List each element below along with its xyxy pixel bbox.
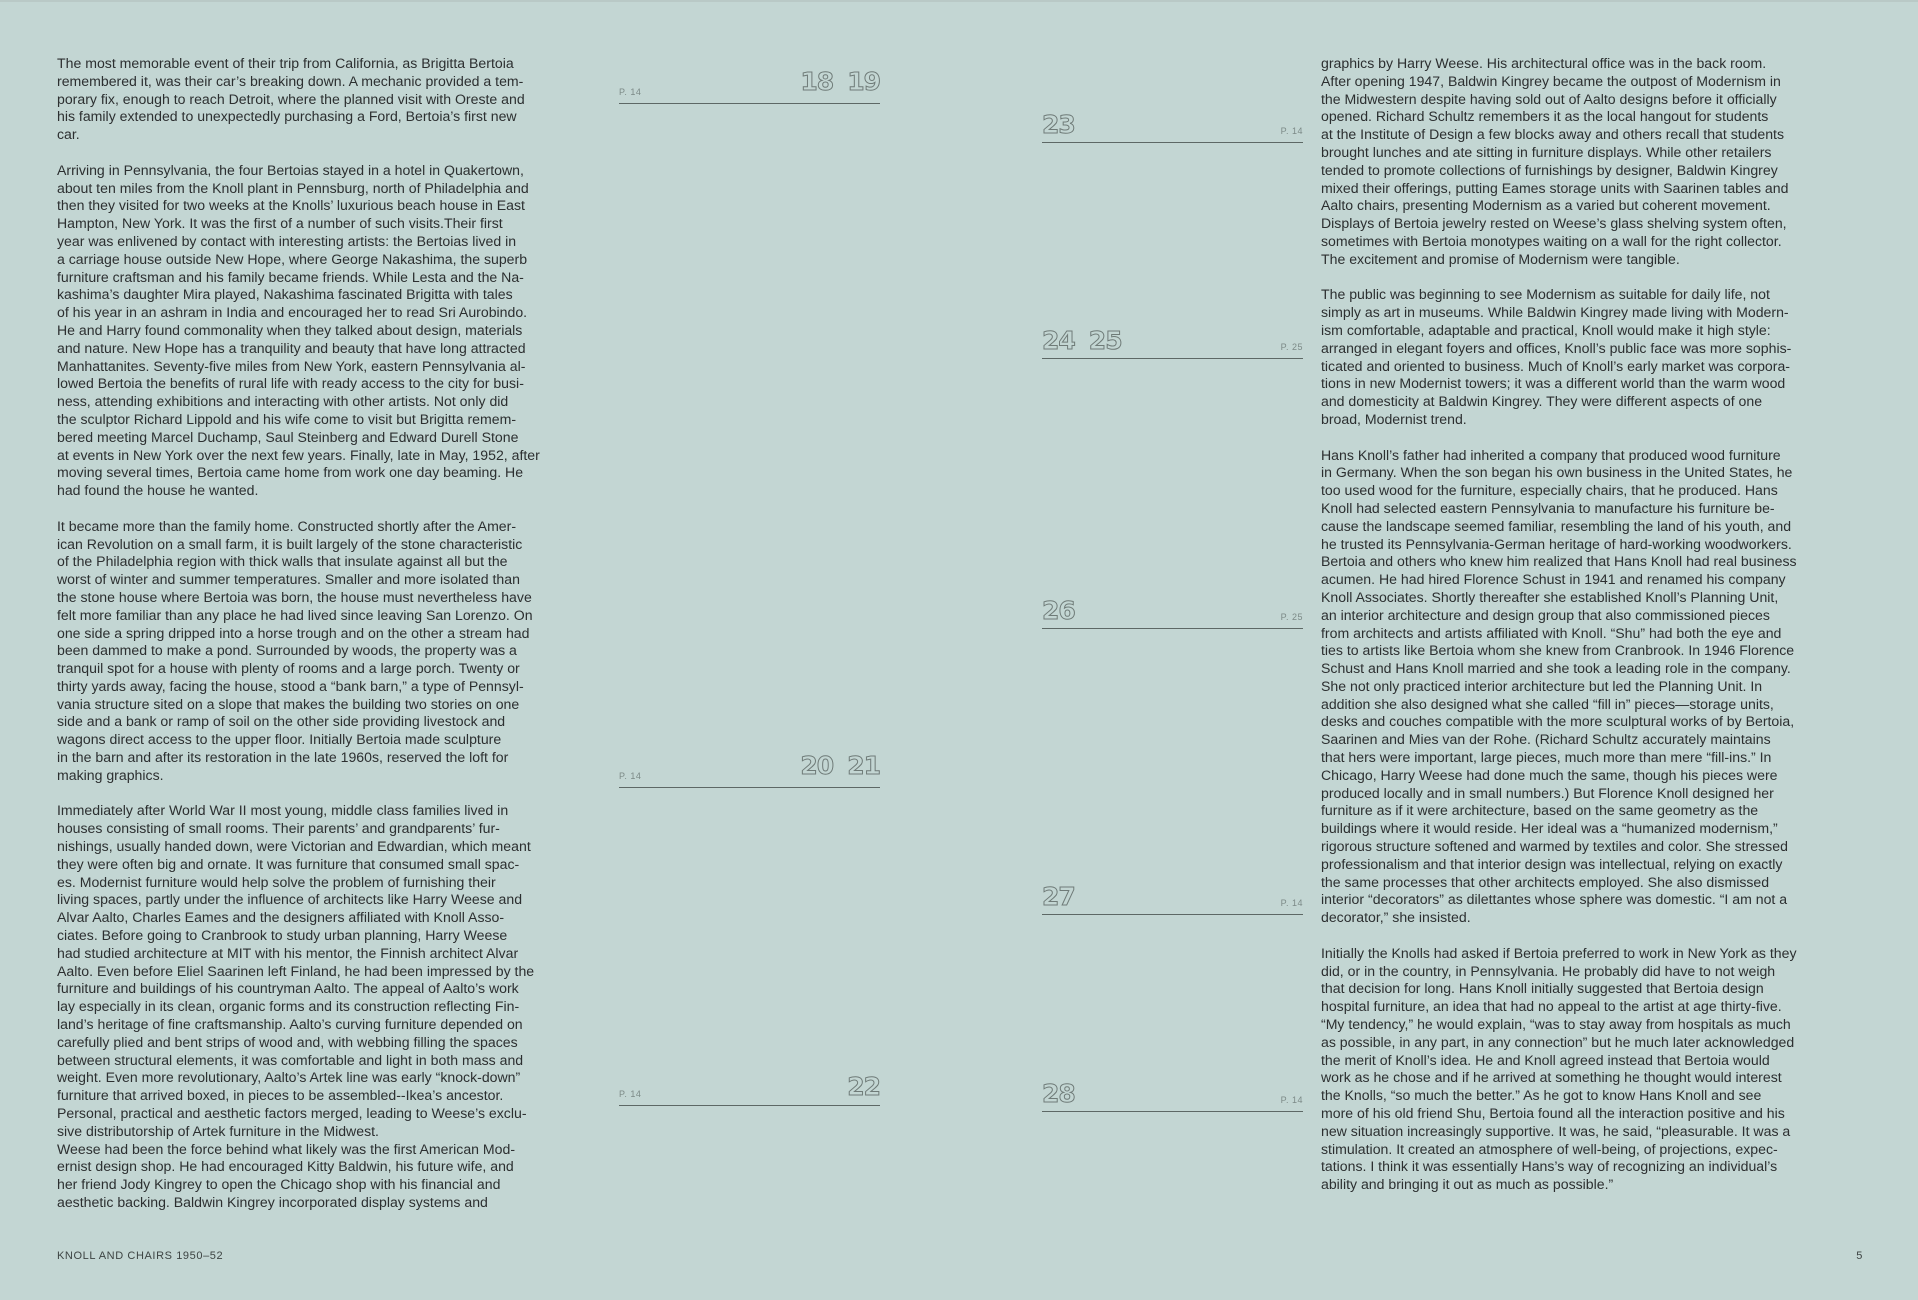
figure-ref-24-25: [1042, 324, 1303, 359]
figure-ref-18-19: [619, 64, 880, 104]
running-footer-title: KNOLL AND CHAIRS 1950–52: [57, 1250, 224, 1262]
figure-ref-page-label: P. 14: [619, 771, 642, 781]
figure-ref-page-label: P. 14: [619, 1089, 642, 1099]
figure-ref-numbers: [800, 751, 880, 780]
figure-number: 28: [1042, 1079, 1075, 1108]
figure-ref-rule: [619, 787, 880, 788]
figure-number: 20: [800, 751, 834, 780]
figure-ref-numbers: [1042, 1079, 1075, 1108]
page-number: 5: [1856, 1250, 1863, 1262]
paragraph: graphics by Harry Weese. His architectural office was in the back room. After opening 1947, Baldwin Kingrey became the outpost of Modernism in the Midwestern despite having sold out of Aalto designs before it officially opened. Richard Schultz remembers it as the local hangout for students at the Institute of Design a few blocks away and others recall that students brought lunches and ate sitting in furniture displays. While other retailers tended to promote collections of furnishings by designer, Baldwin Kingrey mixed their offerings, putting Eames storage units with Saarinen tables and Aalto chairs, presenting Modernism as a varied but coherent movement. Displays of Bertoia jewelry rested on Weese’s glass shelving system often, sometimes with Bertoia monotypes waiting on a wall for the right collector. The excitement and promise of Modernism were tangible.: [1321, 55, 1789, 267]
figure-ref-numbers: [847, 1072, 880, 1101]
figure-number: 25: [1088, 326, 1122, 355]
figure-ref-page-label: P. 25: [1280, 612, 1303, 622]
left-text-column: [57, 55, 607, 1212]
figure-number: 27: [1042, 882, 1075, 911]
figure-ref-page-label: P. 14: [1280, 898, 1303, 908]
paragraph: It became more than the family home. Constructed shortly after the Amer- ican Revolution on a small farm, it is built largely of the stone characteristic of the Philadelphia region with thick walls that insulate against all but the worst of winter and summer temperatures. Smaller and more isolated than the stone house where Bertoia was born, the house must nevertheless have felt more familiar than any place he had lived since leaving San Lorenzo. On one side a spring dripped into a horse trough and on the other a stream had been dammed to make a pond. Surrounded by woods, the property was a tranquil spot for a house with plenty of rooms and a large porch. Twenty or thirty yards away, facing the house, stood a “bank barn,” a type of Pennsyl- vania structure sited on a slope that makes the building two stories on one side and a bank or ramp of soil on the other side providing livestock and wagons direct access to the upper floor. Initially Bertoia made sculpture in the barn and after its restoration in the late 1960s, reserved the loft for making graphics.: [57, 517, 533, 783]
figure-ref-rule: [1042, 358, 1303, 359]
figure-ref-numbers: [800, 67, 880, 96]
figure-ref-28: [1042, 1077, 1303, 1112]
figure-ref-numbers: [1042, 596, 1075, 625]
figure-number: 23: [1042, 110, 1075, 139]
paragraph: Arriving in Pennsylvania, the four Bertoias stayed in a hotel in Quakertown, about ten miles from the Knoll plant in Pennsburg, north of Philadelphia and then they visited for two weeks at the Knolls’ luxurious beach house in East Hampton, New York. It was the first of a number of such visits.Their first year was enlivened by contact with interesting artists: the Bertoias lived in a carriage house outside New Hope, where George Nakashima, the superb furniture craftsman and his family became friends. While Lesta and the Na- kashima’s daughter Mira played, Nakashima fascinated Brigitta with tales of his year in an ashram in India and encouraged her to read Sri Aurobindo. He and Harry found commonality when they talked about design, materials and nature. New Hope has a tranquility and beauty that have long attracted Manhattanites. Seventy-five miles from New York, eastern Pennsylvania al- lowed Bertoia the benefits of rural life with ready access to the city for busi- ness, attending exhibitions and interacting with other artists. Not only did the sculptor Richard Lippold and his wife come to visit but Brigitta remem- bered meeting Marcel Duchamp, Saul Steinberg and Edward Durell Stone at events in New York over the next few years. Finally, late in May, 1952, after moving several times, Bertoia came home from work one day beaming. He had found the house he wanted.: [57, 161, 540, 499]
figure-ref-rule: [1042, 142, 1303, 143]
paragraph: Initially the Knolls had asked if Bertoia preferred to work in New York as they did, or in the country, in Pennsylvania. He probably did have to not weigh that decision for long. Hans Knoll initially suggested that Bertoia design hospital furniture, an idea that had no appeal to the artist at age thirty-five. “My tendency,” he would explain, “was to stay away from hospitals as much as possible, in any part, in any connection” but he much later acknowledged the merit of Knoll’s idea. He and Knoll agreed instead that Bertoia would work as he chose and if he arrived at something he thought would interest the Knolls, “so much the better.” As he got to know Hans Knoll and see more of his old friend Shu, Bertoia found all the interaction positive and his new situation increasingly supportive. It was, he said, “pleasurable. It was a stimulation. It created an atmosphere of well-being, of projections, expec- tations. I think it was essentially Hans’s way of recognizing an individual’s ability and bringing it out as much as possible.”: [1321, 944, 1797, 1193]
figure-ref-rule: [1042, 628, 1303, 629]
right-text-column: [1321, 55, 1881, 1194]
figure-ref-page-label: P. 14: [1280, 1095, 1303, 1105]
paragraph: Immediately after World War II most young, middle class families lived in houses consisting of small rooms. Their parents’ and grandparents’ fur- nishings, usually handed down, were Victorian and Edwardian, which meant they were often big and ornate. It was furniture that consumed small spac- es. Modernist furniture would help solve the problem of furnishing their living spaces, partly under the influence of architects like Harry Weese and Alvar Aalto, Charles Eames and the designers affiliated with Knoll Asso- ciates. Before going to Cranbrook to study urban planning, Harry Weese had studied architecture at MIT with his mentor, the Finnish architect Alvar Aalto. Even before Eliel Saarinen left Finland, he had been impressed by the furniture and buildings of his countryman Aalto. The appeal of Aalto’s work lay especially in its clean, organic forms and its construction reflecting Fin- land’s heritage of fine craftsmanship. Aalto’s curving furniture depended on carefully plied and bent strips of wood and, with webbing filling the spaces between structural elements, it was comfortable and light in both mass and weight. Even more revolutionary, Aalto’s Artek line was early “knock-down” furniture that arrived boxed, in pieces to be assembled--Ikea’s ancestor. Personal, practical and aesthetic factors merged, leading to Weese’s exclu- sive distributorship of Artek furniture in the Midwest. Weese had been the force behind what likely was the first American Mod- ernist design shop. He had encouraged Kitty Baldwin, his future wife, and her friend Jody Kingrey to open the Chicago shop with his financial and aesthetic backing. Baldwin Kingrey incorporated display systems and: [57, 802, 535, 1210]
figure-ref-rule: [1042, 914, 1303, 915]
figure-ref-rule: [1042, 1111, 1303, 1112]
figure-ref-numbers: [1042, 882, 1075, 911]
paragraph: The public was beginning to see Modernism as suitable for daily life, not simply as art in museums. While Baldwin Kingrey made living with Modern- ism comfortable, adaptable and practical, Knoll would make it high style: arranged in elegant foyers and offices, Knoll’s public face was more sophis- ticated and oriented to business. Much of Knoll’s early market was corpora- tions in new Modernist towers; it was a different world than the warm wood and domesticity at Baldwin Kingrey. They were different aspects of one broad, Modernist trend.: [1321, 286, 1792, 427]
figure-ref-page-label: P. 14: [1280, 126, 1303, 136]
paragraph: The most memorable event of their trip from California, as Brigitta Bertoia remembered it, was their car’s breaking down. A mechanic provided a tem- porary fix, enough to reach Detroit, where the planned visit with Oreste and his family extended to unexpectedly purchasing a Ford, Bertoia’s first new car.: [57, 55, 525, 143]
figure-ref-rule: [619, 1105, 880, 1106]
figure-ref-23: [1042, 108, 1303, 143]
figure-ref-20-21: [619, 748, 880, 788]
page-top-edge: [0, 0, 1918, 2]
figure-number: 26: [1042, 596, 1075, 625]
figure-ref-numbers: [1042, 326, 1122, 355]
figure-number: 19: [847, 67, 880, 96]
figure-number: 22: [847, 1072, 880, 1101]
figure-ref-22: [619, 1069, 880, 1106]
figure-number: 24: [1042, 326, 1075, 355]
figure-ref-rule: [619, 103, 880, 104]
figure-ref-26: [1042, 594, 1303, 629]
figure-ref-numbers: [1042, 110, 1075, 139]
paragraph: Hans Knoll’s father had inherited a company that produced wood furniture in Germany. When the son began his own business in the United States, he too used wood for the furniture, especially chairs, that he produced. Hans Knoll had selected eastern Pennsylvania to manufacture his furniture be- cause the landscape seemed familiar, resembling the land of his youth, and he trusted its Pennsylvania-German heritage of hard-working woodworkers. Bertoia and others who knew him realized that Hans Knoll had real business acumen. He had hired Florence Schust in 1941 and renamed his company Knoll Associates. Shortly thereafter she established Knoll’s Planning Unit, an interior architecture and design group that also commissioned pieces from architects and artists affiliated with Knoll. “Shu” had both the eye and ties to artists like Bertoia whom she knew from Cranbrook. In 1946 Florence Schust and Hans Knoll married and she took a leading role in the company. She not only practiced interior architecture but led the Planning Unit. In addition she also designed what she called “fill in” pieces—storage units, desks and couches compatible with the more sculptural works of by Bertoia, Saarinen and Mies van der Rohe. (Richard Schultz accurately maintains that hers were important, large pieces, much more than mere “fill-ins.” In Chicago, Harry Weese had done much the same, though his pieces were produced locally and in small numbers.) But Florence Knoll designed her furniture as if it were architecture, based on the same geometry as the buildings where it would reside. Her ideal was a “humanized modernism,” rigorous structure softened and warmed by textiles and color. She stressed professionalism and that interior design was intellectual, relying on exactly the same processes that other architects employed. She also dismissed interior “decorators” as dilettantes whose sphere was domestic. “I am not a decorator,” she insisted.: [1321, 446, 1797, 926]
figure-ref-page-label: P. 25: [1280, 342, 1303, 352]
figure-ref-27: [1042, 880, 1303, 915]
figure-number: 18: [800, 67, 834, 96]
figure-number: 21: [847, 751, 880, 780]
figure-ref-page-label: P. 14: [619, 87, 642, 97]
